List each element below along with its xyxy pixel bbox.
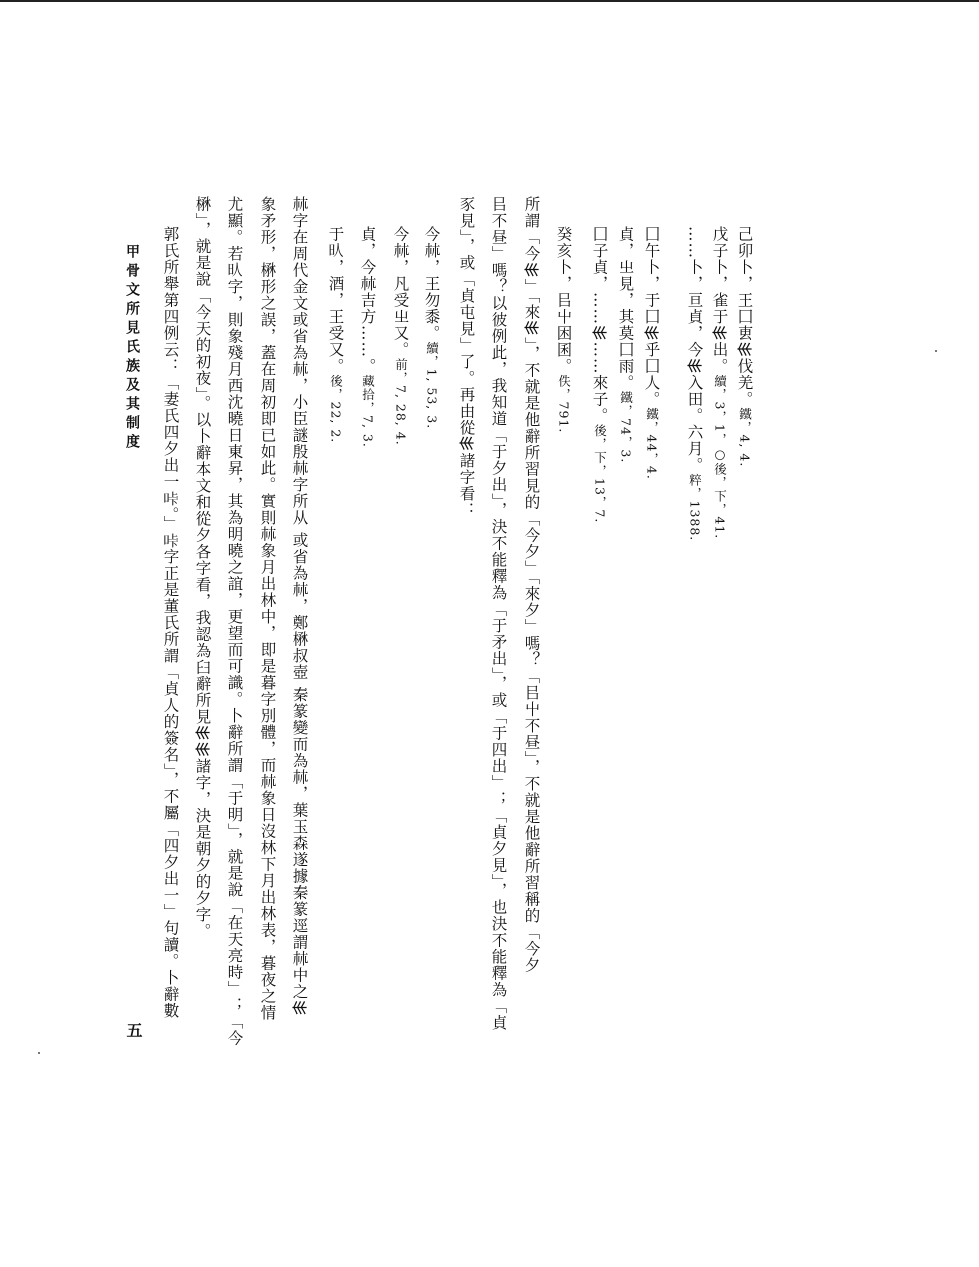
text-column [591,226,607,523]
column-text: 囗子貞，……𡿧……來子。 [590,226,609,424]
column-text: 囗午卜，于囗𡿧乎囗人。 [642,226,661,408]
column-citation: 續，3，1，○後，下，41. [712,374,728,540]
column-citation: 藏拾，7, 3. [360,374,376,448]
text-column [259,196,275,1021]
page-number: 五 [124,1022,143,1039]
column-text: 癸亥卜，㠯屮困囷。 [554,226,573,375]
text-column [226,196,242,1046]
column-text: 象矛形，楙形之誤，蓋在周初即已如此。實則𣏟象月出林中，即是暮字別體，而𣏟象日沒林下月出林表，暮夜之情 [258,196,277,1021]
text-column [686,226,702,541]
text-column [711,226,727,539]
text-column [490,196,506,1031]
column-text: ……卜，亘貞，今𡿧入田。六月。 [685,226,704,474]
column-citation: 粹，1388. [687,473,703,542]
column-citation: 鐵，74，3. [618,391,634,464]
text-column [523,196,539,974]
column-text: 所謂「今𡿧」「來𡿧」，不就是他辭所習見的「今夕」「來夕」嗎？「㠯屮不昼」，不就是他辭所習稱的「今夕 [522,196,541,974]
column-citation: 鐵，4, 4. [737,407,753,468]
column-citation: 後，下，13，7. [592,424,608,524]
column-text: 郭氏所舉第四例云：「妻氏四夕出一𠱚。」𠱚字正是董氏所謂「貞人的簽名」，不屬「四夕出一」句讀。卜辭數 [161,226,180,1019]
text-column [327,226,343,443]
column-text: 㠯不昼」嗎？以彼例此，我知道「于夕出」，決不能釋為「于矛出」，或「于四出」；「貞夕見」，也決不能釋為「貞 [489,196,508,1031]
column-text: 貞，今𣏟吉方……。 [358,226,377,375]
scan-top-edge [0,0,979,2]
text-column [458,196,474,518]
column-text: 于𣅁，酒，王受又。 [326,226,345,375]
text-column [555,226,571,433]
column-text: 今𣏟，凡受㞢又。 [391,226,410,358]
text-column [359,226,375,448]
column-text: 貞，㞢見，其莫囗雨。 [616,226,635,391]
text-column [643,226,659,480]
text-column [617,226,633,463]
column-citation: 佚，791. [556,374,572,434]
column-citation: 後，22, 2. [328,374,344,444]
column-text: 今𣏟，王勿黍。 [422,226,441,342]
running-title: 甲骨文所見氏族及其制度 [124,244,140,453]
column-citation: 鐵，44，4. [644,407,660,480]
text-column [194,196,210,940]
text-column [392,226,408,446]
text-column [291,196,307,1016]
column-text: 己卯卜，王囗叀𡿧伐羌。 [735,226,754,408]
scan-speck [38,1052,40,1054]
column-text: 戊子卜，雀于𡿧出。 [710,226,729,375]
text-column [162,226,178,1019]
scan-speck [935,350,937,352]
column-text: 豕見」，或「貞屯見」了。再由從𡿧諸字看： [457,196,476,519]
column-text: 𣏟字在周代金文或省為𣏟，小臣謎殷𣏟字所从 或省為𣏟，鄭楙叔壺 秦篆變而為𣏟，葉玉森遂據秦篆逕謂𣏟中之𡿧 [290,196,309,1017]
column-text: 尤顯。若𣅁字，則象殘月西沈曉日東昇，其為明曉之誼，更望而可識。卜辭所謂「于明」，就是說「在天亮時」；「今 [225,196,244,1047]
text-column [736,226,752,467]
column-text: 楙」，就是說「今天的初夜」。以卜辭本文和從夕各字看，我認為臼辭所見𡿧𡿧諸字，決是朝夕的夕字。 [193,196,212,940]
column-citation: 前，7, 28, 4. [393,358,409,446]
column-citation: 續，1, 53, 3. [424,341,440,430]
text-column [423,226,439,429]
